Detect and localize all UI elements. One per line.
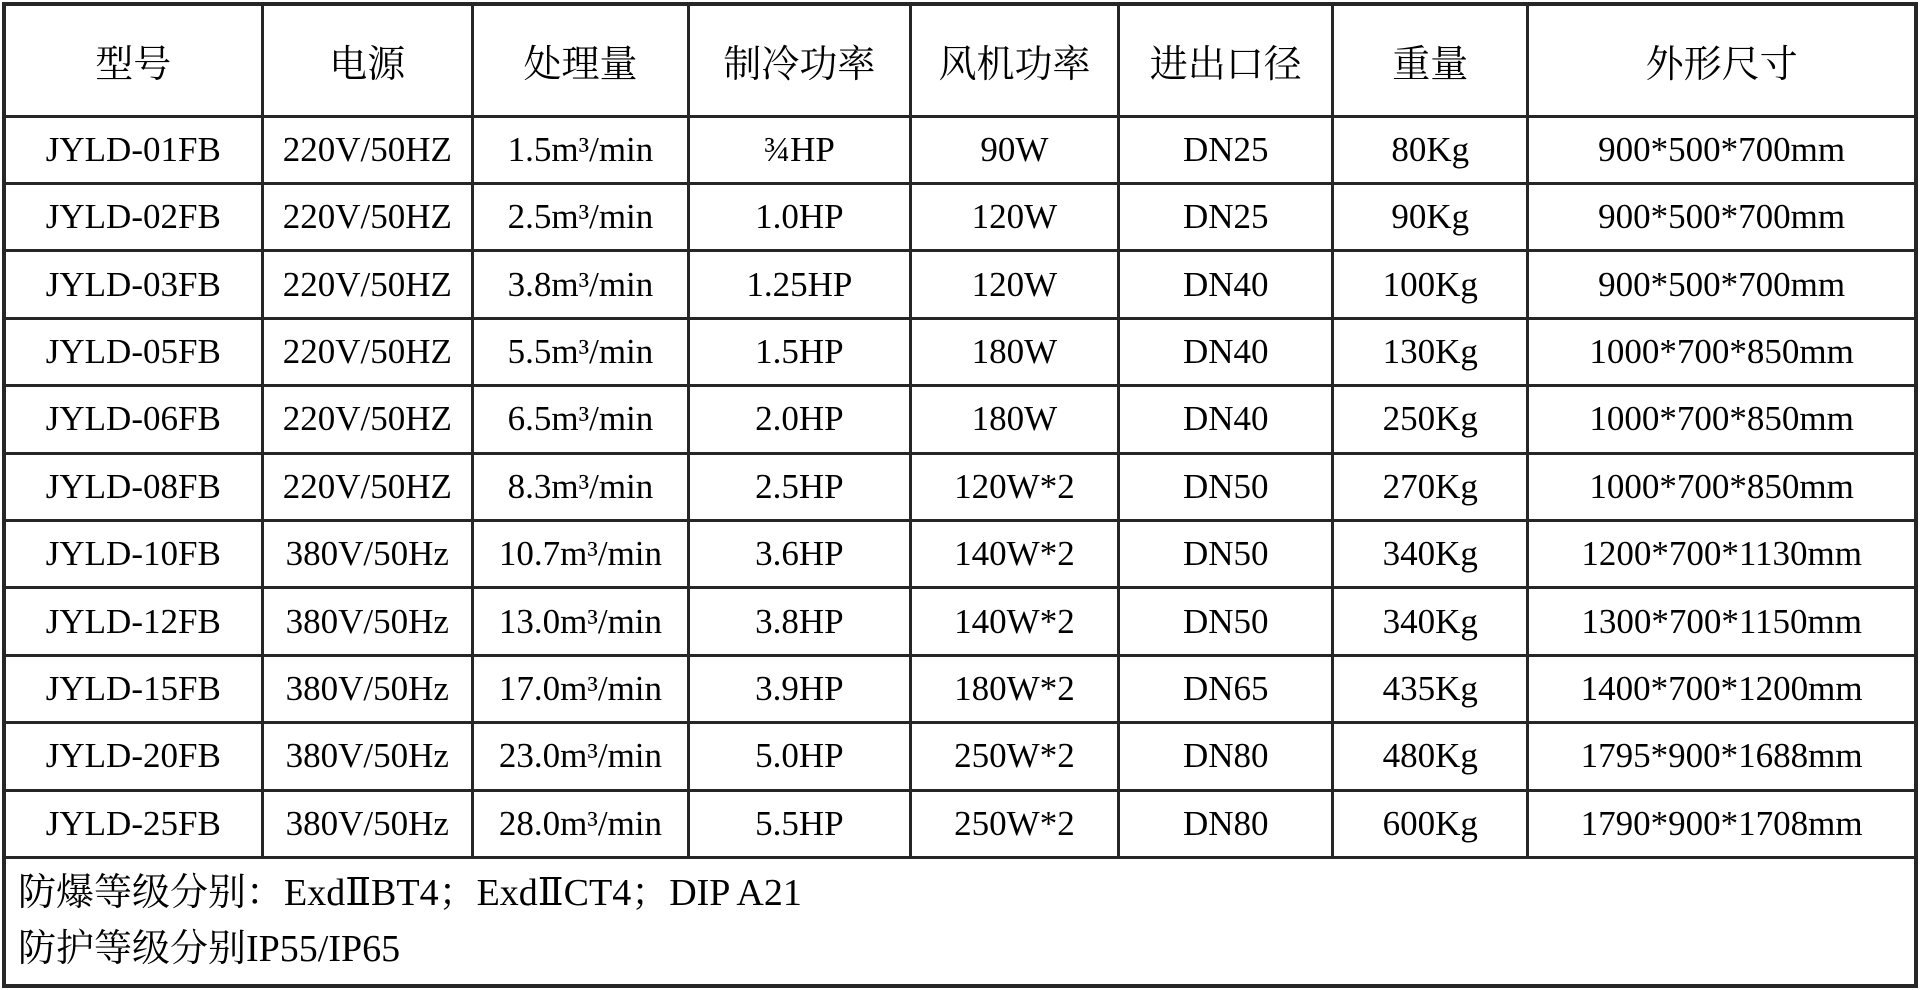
table-cell: 1000*700*850mm [1528, 453, 1916, 520]
explosion-proof-grade-note: 防爆等级分别：ExdⅡBT4；ExdⅡCT4；DIP A21 [18, 872, 802, 915]
table-cell: DN25 [1119, 116, 1333, 183]
table-cell: 17.0m³/min [472, 655, 688, 722]
table-cell: 8.3m³/min [472, 453, 688, 520]
table-cell: 5.0HP [688, 723, 910, 790]
table-cell: 120W [910, 183, 1118, 250]
table-cell: 1.5m³/min [472, 116, 688, 183]
table-cell: 23.0m³/min [472, 723, 688, 790]
table-cell: DN40 [1119, 251, 1333, 318]
column-header: 处理量 [472, 4, 688, 116]
table-cell: 1300*700*1150mm [1528, 588, 1916, 655]
column-header: 外形尺寸 [1528, 4, 1916, 116]
table-row [4, 520, 1916, 587]
table-row [4, 318, 1916, 385]
table-cell: 3.9HP [688, 655, 910, 722]
table-cell: 900*500*700mm [1528, 251, 1916, 318]
table-cell: 1790*900*1708mm [1528, 790, 1916, 858]
spec-table [2, 2, 1918, 988]
table-row [4, 588, 1916, 655]
table-cell: JYLD-03FB [4, 251, 262, 318]
column-header: 型号 [4, 4, 262, 116]
table-cell: 250Kg [1333, 386, 1528, 453]
table-cell: DN50 [1119, 453, 1333, 520]
table-cell: DN50 [1119, 520, 1333, 587]
table-cell: 180W*2 [910, 655, 1118, 722]
table-cell: 130Kg [1333, 318, 1528, 385]
table-cell: JYLD-15FB [4, 655, 262, 722]
table-cell: 2.0HP [688, 386, 910, 453]
table-cell: 220V/50HZ [262, 116, 472, 183]
table-cell: 1.0HP [688, 183, 910, 250]
table-cell: 5.5m³/min [472, 318, 688, 385]
table-cell: 380V/50Hz [262, 723, 472, 790]
table-cell: JYLD-25FB [4, 790, 262, 858]
table-cell: 120W*2 [910, 453, 1118, 520]
table-row [4, 655, 1916, 722]
table-cell: 1000*700*850mm [1528, 386, 1916, 453]
table-cell: 3.6HP [688, 520, 910, 587]
column-header: 重量 [1333, 4, 1528, 116]
table-body [4, 116, 1916, 858]
column-header: 进出口径 [1119, 4, 1333, 116]
table-cell: 380V/50Hz [262, 655, 472, 722]
notes-row [4, 858, 1916, 986]
table-row [4, 386, 1916, 453]
table-cell: 250W*2 [910, 790, 1118, 858]
table-cell: 220V/50HZ [262, 386, 472, 453]
table-cell: DN50 [1119, 588, 1333, 655]
protection-grade-note: 防护等级分别IP55/IP65 [18, 927, 401, 970]
table-cell: 120W [910, 251, 1118, 318]
table-cell: 220V/50HZ [262, 251, 472, 318]
table-cell: 6.5m³/min [472, 386, 688, 453]
table-cell: JYLD-10FB [4, 520, 262, 587]
table-cell: 250W*2 [910, 723, 1118, 790]
table-cell: JYLD-05FB [4, 318, 262, 385]
table-cell: 900*500*700mm [1528, 183, 1916, 250]
table-cell: 3.8HP [688, 588, 910, 655]
table-cell: 5.5HP [688, 790, 910, 858]
table-cell: DN80 [1119, 723, 1333, 790]
table-cell: 220V/50HZ [262, 453, 472, 520]
table-cell: JYLD-08FB [4, 453, 262, 520]
notes-cell [4, 858, 1916, 986]
table-row [4, 723, 1916, 790]
table-cell: 180W [910, 386, 1118, 453]
table-cell: 340Kg [1333, 520, 1528, 587]
table-cell: DN25 [1119, 183, 1333, 250]
table-cell: JYLD-12FB [4, 588, 262, 655]
table-row [4, 453, 1916, 520]
table-cell: 2.5m³/min [472, 183, 688, 250]
table-cell: 140W*2 [910, 588, 1118, 655]
header-row [4, 4, 1916, 116]
table-row [4, 251, 1916, 318]
table-cell: 270Kg [1333, 453, 1528, 520]
column-header: 电源 [262, 4, 472, 116]
table-cell: 90Kg [1333, 183, 1528, 250]
table-cell: 900*500*700mm [1528, 116, 1916, 183]
table-cell: 380V/50Hz [262, 588, 472, 655]
table-row [4, 116, 1916, 183]
table-cell: JYLD-06FB [4, 386, 262, 453]
table-cell: DN40 [1119, 386, 1333, 453]
table-cell: 28.0m³/min [472, 790, 688, 858]
table-cell: 140W*2 [910, 520, 1118, 587]
table-cell: JYLD-02FB [4, 183, 262, 250]
spec-sheet-page [0, 2, 1920, 990]
column-header: 风机功率 [910, 4, 1118, 116]
column-header: 制冷功率 [688, 4, 910, 116]
table-cell: 1795*900*1688mm [1528, 723, 1916, 790]
table-row [4, 790, 1916, 858]
table-header [4, 4, 1916, 116]
table-cell: 10.7m³/min [472, 520, 688, 587]
table-cell: 435Kg [1333, 655, 1528, 722]
table-cell: 90W [910, 116, 1118, 183]
table-cell: 1.5HP [688, 318, 910, 385]
table-cell: 2.5HP [688, 453, 910, 520]
table-cell: 340Kg [1333, 588, 1528, 655]
table-cell: 380V/50Hz [262, 790, 472, 858]
table-cell: 80Kg [1333, 116, 1528, 183]
table-cell: DN65 [1119, 655, 1333, 722]
table-cell: 1.25HP [688, 251, 910, 318]
table-cell: JYLD-20FB [4, 723, 262, 790]
table-cell: JYLD-01FB [4, 116, 262, 183]
table-cell: 220V/50HZ [262, 183, 472, 250]
table-cell: 1200*700*1130mm [1528, 520, 1916, 587]
table-cell: 220V/50HZ [262, 318, 472, 385]
table-cell: 100Kg [1333, 251, 1528, 318]
table-cell: 480Kg [1333, 723, 1528, 790]
table-notes [4, 858, 1916, 986]
table-cell: ¾HP [688, 116, 910, 183]
table-cell: 3.8m³/min [472, 251, 688, 318]
table-cell: DN80 [1119, 790, 1333, 858]
table-cell: 13.0m³/min [472, 588, 688, 655]
table-cell: 180W [910, 318, 1118, 385]
table-cell: 380V/50Hz [262, 520, 472, 587]
table-cell: 1000*700*850mm [1528, 318, 1916, 385]
table-row [4, 183, 1916, 250]
table-cell: 600Kg [1333, 790, 1528, 858]
table-cell: 1400*700*1200mm [1528, 655, 1916, 722]
table-cell: DN40 [1119, 318, 1333, 385]
